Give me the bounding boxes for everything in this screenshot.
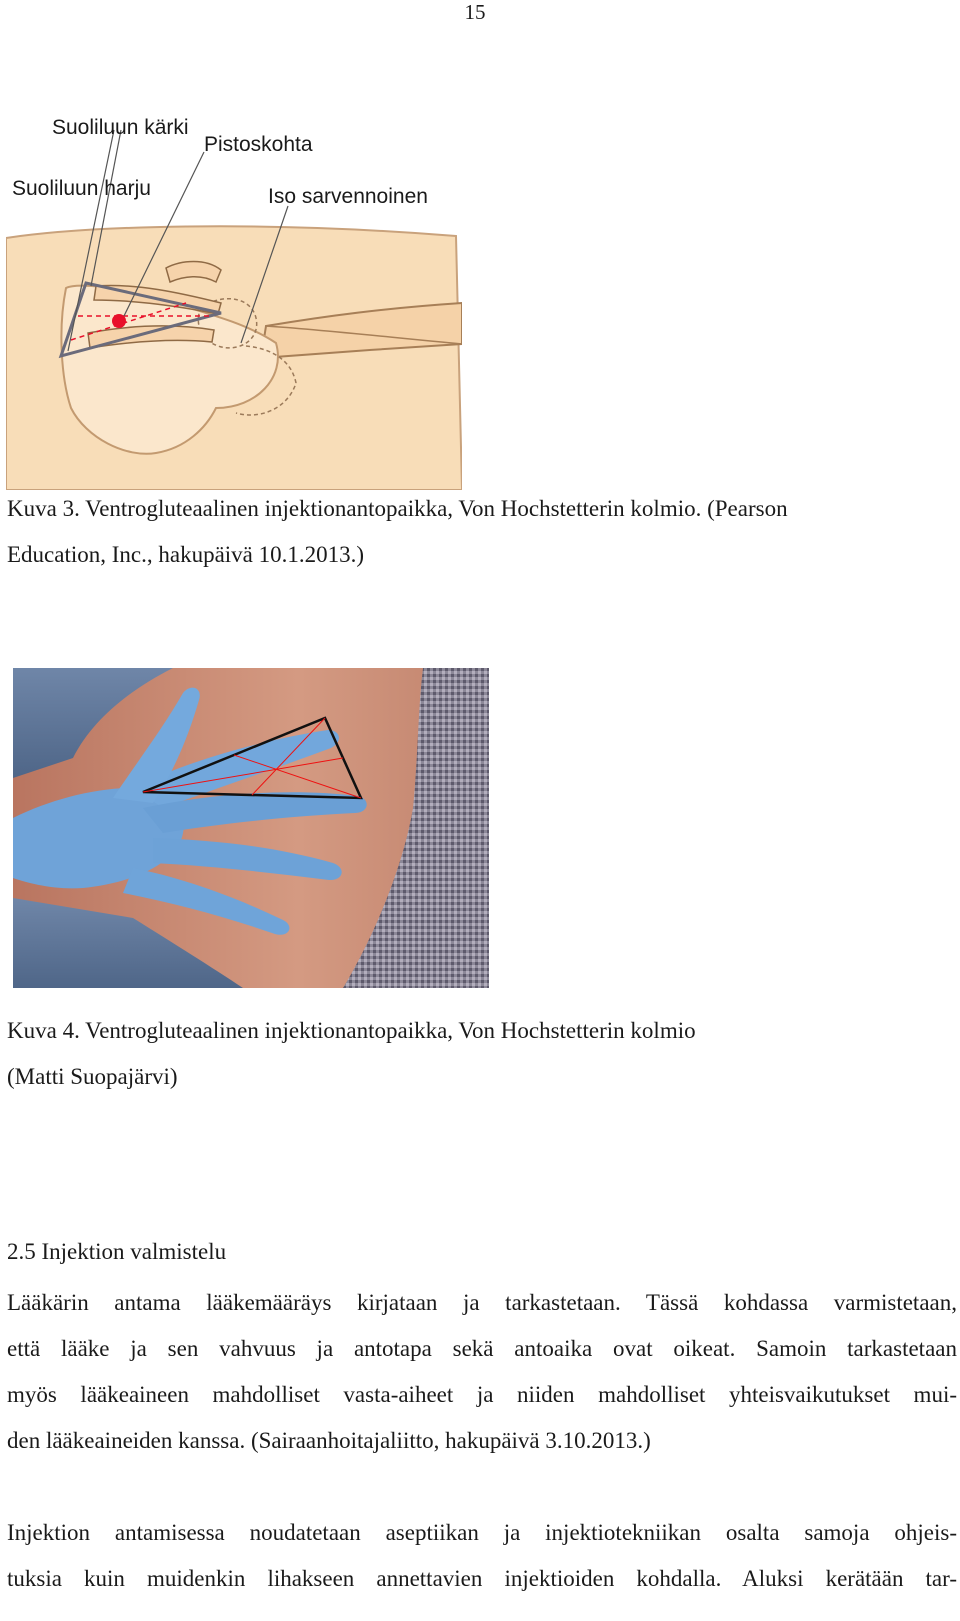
figure-3-caption-line-1: Kuva 3. Ventrogluteaalinen injektionantopaikka, Von Hochstetterin kolmio. (Pearson bbox=[7, 496, 788, 521]
paragraph-1-line-3: myös lääkeaineen mahdolliset vasta-aiheet ja niiden mahdolliset yhteisvaikutukset mui- bbox=[7, 1382, 957, 1407]
page-number: 15 bbox=[464, 0, 486, 24]
paragraph-2-line-2: tuksia kuin muidenkin lihakseen annettavien injektioiden kohdalla. Aluksi kerätään tar- bbox=[7, 1566, 957, 1591]
label-iliac-crest: Suoliluun harju bbox=[12, 177, 151, 200]
figure-4-photo bbox=[13, 668, 489, 988]
figure-4-caption-line-1: Kuva 4. Ventrogluteaalinen injektionantopaikka, Von Hochstetterin kolmio bbox=[7, 1018, 696, 1043]
label-injection-site: Pistoskohta bbox=[204, 133, 313, 156]
injection-site-dot bbox=[112, 314, 126, 328]
paragraph-1-line-2: että lääke ja sen vahvuus ja antotapa sekä antoaika ovat oikeat. Samoin tarkastetaan bbox=[7, 1336, 957, 1361]
label-crest-tip: Suoliluun kärki bbox=[52, 116, 189, 139]
section-heading: 2.5 Injektion valmistelu bbox=[7, 1239, 227, 1264]
figure-3-illustration bbox=[6, 108, 462, 490]
paragraph-2-line-1: Injektion antamisessa noudatetaan aseptiikan ja injektiotekniikan osalta samoja ohjeis- bbox=[7, 1520, 957, 1545]
figure-4-caption-line-2: (Matti Suopajärvi) bbox=[7, 1064, 178, 1089]
hip-illustration bbox=[6, 108, 462, 490]
gloved-hand-photo bbox=[13, 668, 489, 988]
label-greater-trochanter: Iso sarvennoinen bbox=[268, 185, 428, 208]
figure-3-caption-line-2: Education, Inc., hakupäivä 10.1.2013.) bbox=[7, 542, 365, 567]
paragraph-1-line-4: den lääkeaineiden kanssa. (Sairaanhoitajaliitto, hakupäivä 3.10.2013.) bbox=[7, 1428, 651, 1453]
paragraph-1-line-1: Lääkärin antama lääkemääräys kirjataan ja tarkastetaan. Tässä kohdassa varmistetaan, bbox=[7, 1290, 957, 1315]
